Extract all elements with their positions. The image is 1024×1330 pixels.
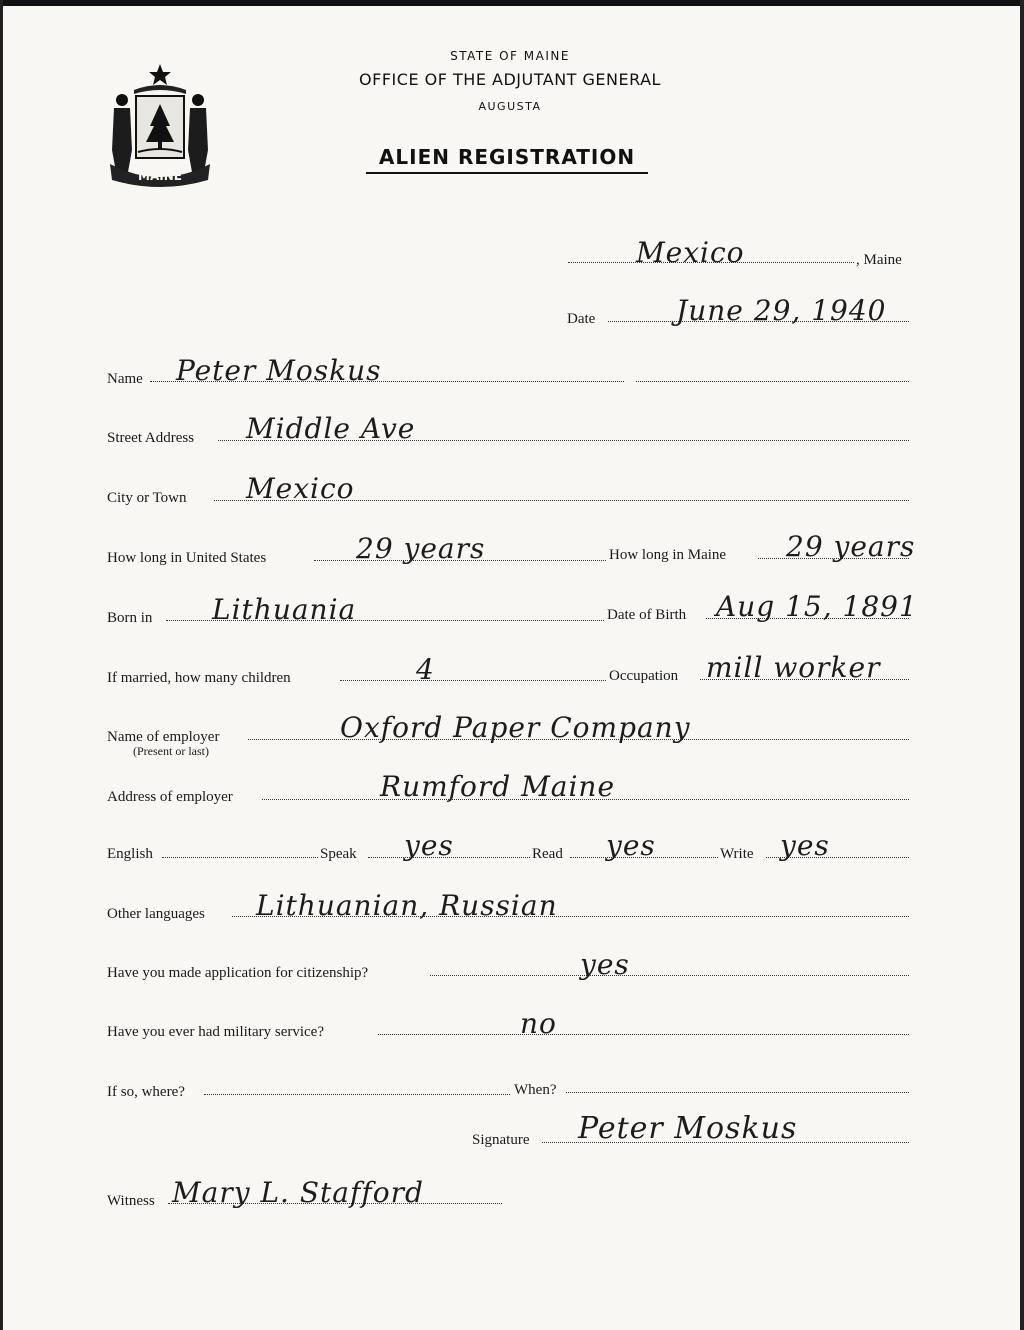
english-label: English — [107, 846, 153, 862]
children-label: If married, how many children — [107, 670, 291, 686]
date-label: Date — [567, 311, 596, 327]
seal-lettering: MAINE — [138, 169, 182, 183]
english-line — [162, 857, 318, 858]
write-value: yes — [780, 829, 830, 862]
witness-value: Mary L. Stafford — [172, 1176, 424, 1209]
maine-suffix-label: , Maine — [856, 252, 902, 268]
signature-label: Signature — [472, 1132, 530, 1148]
name-value: Peter Moskus — [176, 354, 382, 387]
name-line-secondary — [636, 381, 909, 382]
how-long-maine-label: How long in Maine — [609, 547, 727, 563]
town-value: Mexico — [636, 236, 745, 269]
read-label: Read — [532, 846, 563, 862]
write-label: Write — [720, 846, 754, 862]
when-line — [566, 1092, 909, 1093]
city-label: City or Town — [107, 490, 187, 506]
citizenship-label: Have you made application for citizenship? — [107, 965, 369, 981]
born-in-label: Born in — [107, 610, 153, 626]
read-value: yes — [606, 829, 656, 862]
speak-label: Speak — [320, 846, 357, 862]
occupation-label: Occupation — [609, 668, 679, 684]
date-of-birth-value: Aug 15, 1891 — [716, 590, 918, 623]
military-label: Have you ever had military service? — [107, 1024, 324, 1040]
scan-border-top — [0, 0, 1024, 6]
other-languages-value: Lithuanian, Russian — [256, 889, 558, 922]
header-office: OFFICE OF THE ADJUTANT GENERAL — [359, 70, 661, 89]
maine-state-seal-icon — [104, 60, 216, 190]
other-languages-label: Other languages — [107, 906, 205, 922]
where-label: If so, where? — [107, 1084, 185, 1100]
employer-note-label: (Present or last) — [133, 744, 209, 758]
employer-address-value: Rumford Maine — [380, 770, 616, 803]
when-label: When? — [514, 1082, 557, 1098]
header-state: STATE OF MAINE — [450, 49, 570, 63]
scan-border-right — [1020, 0, 1024, 1330]
children-line — [340, 680, 606, 681]
employer-label: Name of employer — [107, 729, 220, 745]
form-title: ALIEN REGISTRATION — [366, 145, 648, 174]
citizenship-line — [430, 975, 909, 976]
children-value: 4 — [416, 653, 435, 686]
employer-value: Oxford Paper Company — [340, 711, 691, 744]
how-long-maine-value: 29 years — [786, 530, 916, 563]
header-city: AUGUSTA — [478, 100, 542, 113]
citizenship-value: yes — [580, 948, 630, 981]
how-long-us-value: 29 years — [356, 532, 486, 565]
employer-address-label: Address of employer — [107, 789, 233, 805]
military-line — [378, 1034, 909, 1035]
speak-value: yes — [404, 829, 454, 862]
name-label: Name — [107, 371, 143, 387]
city-value: Mexico — [246, 472, 355, 505]
scan-border-left — [0, 0, 3, 1330]
signature-value: Peter Moskus — [578, 1111, 798, 1146]
witness-label: Witness — [107, 1193, 155, 1209]
how-long-us-label: How long in United States — [107, 550, 267, 566]
born-in-value: Lithuania — [212, 593, 357, 626]
date-value: June 29, 1940 — [676, 294, 887, 327]
street-label: Street Address — [107, 430, 195, 446]
military-value: no — [520, 1007, 557, 1040]
occupation-value: mill worker — [706, 651, 881, 684]
where-line — [204, 1094, 510, 1095]
street-value: Middle Ave — [246, 412, 416, 445]
date-of-birth-label: Date of Birth — [607, 607, 687, 623]
